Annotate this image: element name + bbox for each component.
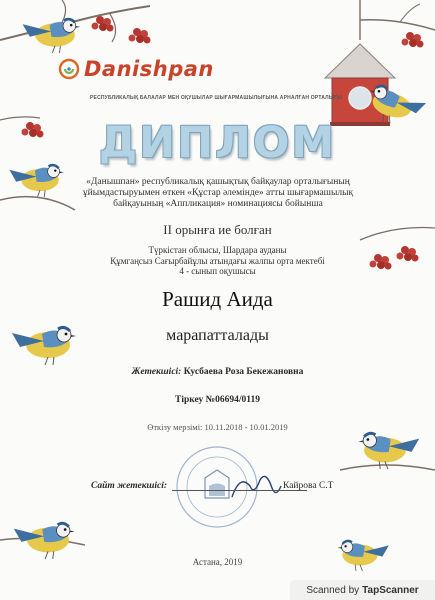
supervisor-label: Жетекшісі: <box>131 367 182 377</box>
supervisor-line <box>90 367 345 377</box>
swirl-logo-icon <box>58 58 80 80</box>
location-line: Түркістан облысы, Шардара ауданы <box>148 245 287 255</box>
location-line: Құмгаңсыз Сағырбайұлы атындағы жалпы орта мектебі <box>110 255 325 266</box>
city-year: Астана, 2019 <box>192 557 243 567</box>
site-supervisor-label: Сайт жетекшісі: <box>91 481 168 491</box>
intro-text <box>62 177 374 210</box>
intro-line: ұйымдастыруымен өткен «Құстар әлемінде» атты шығармашылық <box>82 188 354 198</box>
registration-number: Тіркеу №06694/0119 <box>174 395 260 405</box>
logo-text: Danishpan <box>84 57 214 81</box>
diploma-title: ДИПЛОМ <box>98 118 337 168</box>
branch-left-mid <box>0 117 44 138</box>
intro-line: байқауының «Аппликация» номинациясы бойынша <box>113 199 323 209</box>
scanner-watermark <box>290 580 435 600</box>
bird-bottom-right <box>338 541 389 571</box>
location-text <box>85 245 350 277</box>
event-dates: Өткізу мерзімі: 10.11.2018 - 10.01.2019 <box>147 422 288 432</box>
scanner-brand: TapScanner <box>362 584 419 596</box>
location-line: 4 - сынып оқушысы <box>179 266 256 276</box>
place-text: II орынға ие болған <box>163 222 272 237</box>
logo <box>58 55 214 83</box>
recipient-name: Рашид Аида <box>162 287 273 311</box>
bird-top-left <box>23 19 81 53</box>
scanner-prefix: Scanned by <box>306 584 360 596</box>
branch-right-mid <box>360 228 435 270</box>
bird-left-lower <box>12 327 76 365</box>
site-supervisor-name: Кайрова С.Т <box>283 481 334 491</box>
center-tagline: РЕСПУБЛИКАЛЫҚ БАЛАЛАР МЕН ОҚУШЫЛАР ШЫҒАРМАШЫЛЫҒЫНА АРНАЛҒАН ОРТАЛЫҒЫ <box>90 95 343 101</box>
supervisor-name: Кусбаева Роза Бекежановна <box>183 367 304 377</box>
branch-top-right <box>360 4 435 48</box>
award-text: марапатталады <box>166 327 269 344</box>
bird-right-lower <box>358 433 419 469</box>
intro-line: «Данышпан» республикалық қашықтық байқаулар орталығының <box>86 177 350 187</box>
official-stamp <box>177 447 257 527</box>
bird-bottom-left <box>14 523 75 559</box>
bird-left-mid <box>9 165 63 197</box>
